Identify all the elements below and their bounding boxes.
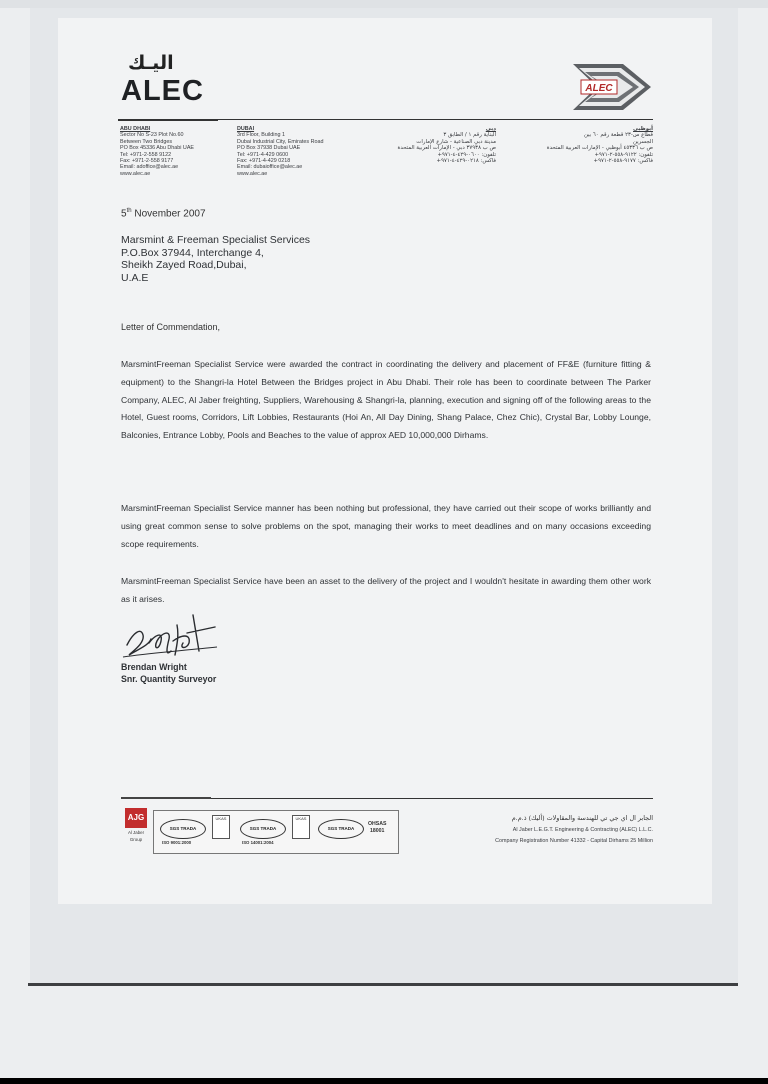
scan-bottom-bar <box>0 1078 768 1084</box>
sgs-trada-badge-icon: SGS TRADA <box>318 819 364 839</box>
address-line: PO Box 37938 Dubai UAE <box>237 145 301 152</box>
address-line: مدينة دبي الصناعية - شارع الإمارات <box>416 138 496 145</box>
scan-bottom-rule <box>28 983 738 986</box>
signer-name: Brendan Wright <box>121 662 187 672</box>
group-logo-icon: AJG <box>125 808 147 828</box>
ukas-mark-icon: UKAS <box>292 815 310 839</box>
sgs-trada-badge-icon: SGS TRADA <box>160 819 206 839</box>
address-city: دبي <box>485 126 496 132</box>
address-line: ص ب ٣٧٩٣٨ دبي - الإمارات العربية المتحدة <box>397 145 496 152</box>
certification-strip <box>153 810 399 854</box>
address-line: Sector No S-23 Plot No.60 <box>120 132 184 139</box>
address-line: الجسرين <box>632 138 653 145</box>
recipient-line: P.O.Box 37944, Interchange 4, <box>121 246 264 259</box>
address-line: ص ب ٤٥٣٣٦ أبوظبي - الإمارات العربية المتحدة <box>546 145 653 152</box>
recipient-line: U.A.E <box>121 271 149 284</box>
address-line: تلفون: ٩١٢٢-٥٥٨-٢-٩٧١+ <box>594 151 653 158</box>
company-logo: ALEC <box>121 75 204 107</box>
address-city: أبوظبي <box>633 126 653 132</box>
sgs-trada-badge-icon: SGS TRADA <box>240 819 286 839</box>
logo-arabic: اليـك <box>128 52 174 74</box>
address-dubai <box>237 126 365 177</box>
recipient-line: Sheikh Zayed Road,Dubai, <box>121 259 247 271</box>
address-line: www.alec.ae <box>120 170 151 177</box>
company-name-arabic: الجابر ال اي جي تي للهندسة والمقاولات (أليك) ذ.م.م <box>511 814 653 822</box>
address-line: Fax: +971-2-558 9177 <box>120 158 174 165</box>
address-dubai-arabic <box>366 126 496 164</box>
address-line: Tel: +971-2-558 9122 <box>120 151 172 158</box>
recipient-address <box>121 234 310 284</box>
group-text: Group <box>129 837 143 842</box>
emblem-text: ALEC <box>585 83 613 94</box>
header-divider-accent <box>118 119 218 121</box>
address-line: www.alec.ae <box>237 170 268 177</box>
ukas-mark-icon: UKAS <box>212 815 230 839</box>
footer-divider-accent <box>121 797 211 799</box>
address-line: البناية رقم ١ / الطابق ٣ <box>443 132 496 139</box>
body-paragraph: MarsmintFreeman Specialist Service have been an asset to the delivery of the project and I wouldn't hesitate in awarding them other work as it arises. <box>121 576 651 604</box>
cert-label: ISO 14001:2004 <box>242 840 274 845</box>
handwritten-signature <box>119 605 229 663</box>
address-line: فاكس: ٩١٧٧-٥٥٨-٢-٩٧١+ <box>593 158 653 165</box>
group-text: Al Jaber <box>127 830 145 835</box>
letter-date: 5th November 2007 <box>121 208 206 220</box>
letter-subject: Letter of Commendation, <box>121 322 221 332</box>
signer-title: Snr. Quantity Surveyor <box>121 674 217 684</box>
address-line: Dubai Industrial City, Emirates Road <box>237 138 324 145</box>
address-line: فاكس: ٠٢١٨-٤٢٩-٤-٩٧١+ <box>436 158 496 165</box>
scan-top-border <box>0 0 768 8</box>
cert-label: ISO 9001:2000 <box>162 840 192 845</box>
address-line: Tel: +971-4-429 0600 <box>237 151 289 158</box>
address-line: 3rd Floor, Building 1 <box>237 132 285 139</box>
address-line: قطاع س-٢٣ قطعة رقم ٦٠ بين <box>583 132 653 139</box>
body-paragraph: MarsmintFreeman Specialist Service were awarded the contract in coordinating the delivery and placement of FF&E (furniture fitting & equipment) to the Shangri-la Hotel Between the Bridges project in Abu Dhabi. Their role has been to coordinate between The Parker Company, ALEC, Al Jaber freighting, Suppliers, Warehousing & Shangri-la, planning, execution and signing off of the following areas to the Hotel, Guest rooms, Corridors, Lift Lobbies, Restaurants (Hoi An, All Day Dining, Shang Palace, Chez Chic), Crystal Bar, Lobby Lounge, Balconies, Entrance Lobby, Pools and Beaches to the value of approx AED 10,000,000 Dirhams. <box>121 359 651 441</box>
address-abu-dhabi <box>120 126 230 177</box>
address-line: PO Box 45336 Abu Dhabi UAE <box>120 145 195 152</box>
al-jaber-group-logo <box>121 808 151 852</box>
body-paragraph: MarsmintFreeman Specialist Service manner has been nothing but professional, they have carried out their scope of works brilliantly and using great common sense to solve problems on the spot, managing their works to meet deadlines and on many occasions exceeding scope requirements. <box>121 503 651 549</box>
address-abu-dhabi-arabic <box>505 126 653 164</box>
address-line: Between Two Bridges <box>120 138 173 145</box>
address-line: Email: dubaioffice@alec.ae <box>237 164 303 171</box>
address-line: تلفون: ٠٦٠٠-٤٢٩-٤-٩٧١+ <box>437 151 496 158</box>
company-registration: Company Registration Number 41332 - Capital Dirhams 25 Million <box>495 838 653 844</box>
recipient-line: Marsmint & Freeman Specialist Services <box>121 234 311 246</box>
address-city: DUBAI <box>237 126 255 132</box>
company-name-english: Al Jaber L.E.G.T. Engineering & Contracting (ALEC) L.L.C. <box>512 827 653 833</box>
alec-emblem-icon <box>563 59 657 115</box>
address-line: Email: adoffice@alec.ae <box>120 164 179 171</box>
address-line: Fax: +971-4-429 0218 <box>237 158 291 165</box>
ohsas-label: OHSAS 18001 <box>368 821 387 834</box>
address-city: ABU DHABI <box>120 126 151 132</box>
